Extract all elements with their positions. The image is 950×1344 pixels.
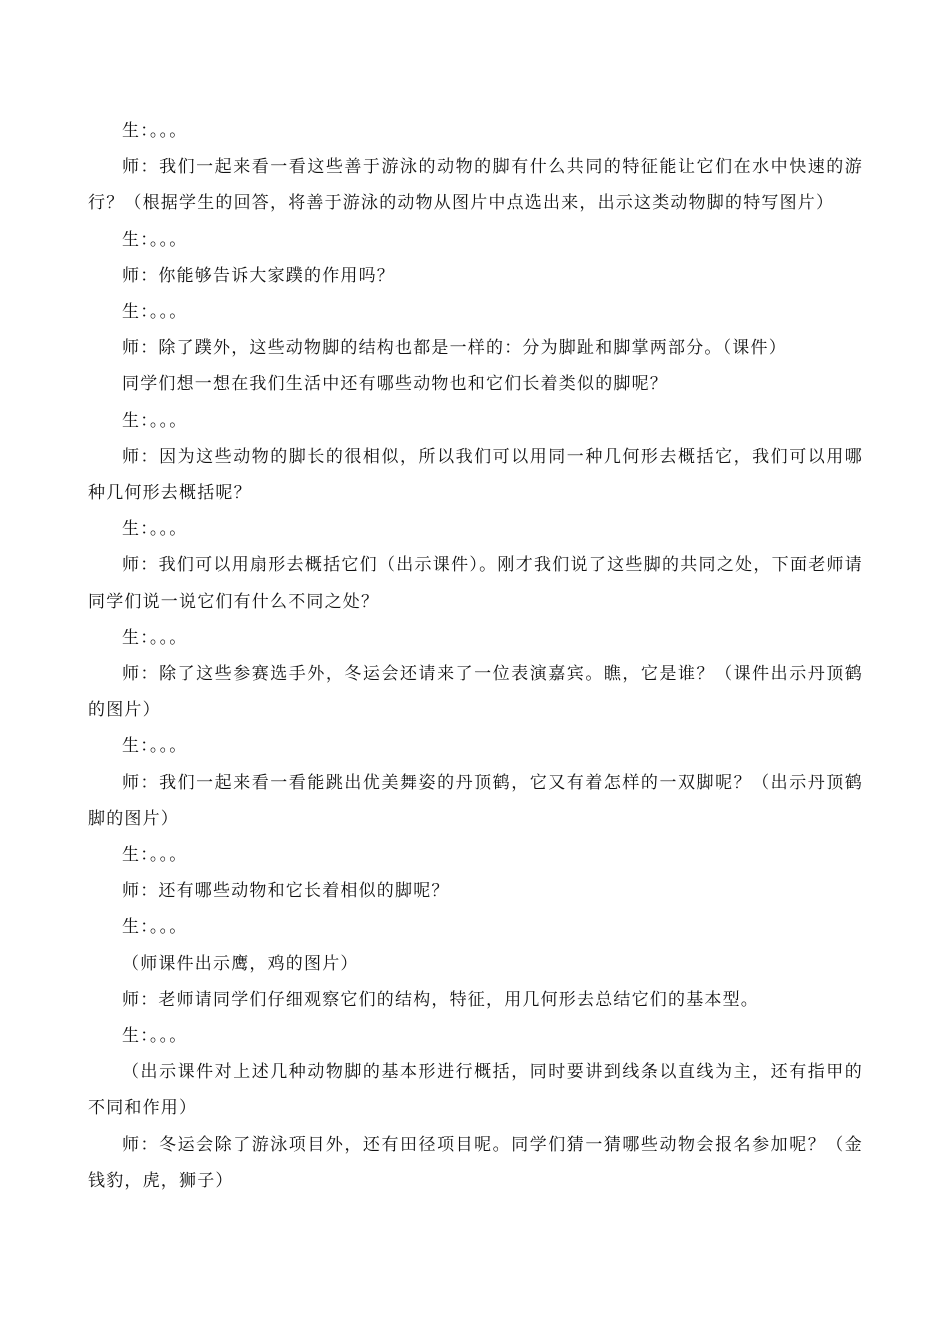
paragraph: （师课件出示鹰，鸡的图片） [122,953,359,974]
paragraph: 生：。。。 [122,229,188,250]
paragraph: 师：我们一起来看一看这些善于游泳的动物的脚有什么共同的特征能让它们在水中快速的游行？（根据学生的回答，将善于游泳的动物从图片中点选出来，出示这类动物脚的特写图片） [88,157,863,214]
paragraph: 生：。。。 [122,519,188,540]
paragraph: 师：因为这些动物的脚长的很相似，所以我们可以用同一种几何形去概括它，我们可以用哪种几何形去概括呢？ [88,446,863,504]
paragraph: 生：。。。 [122,121,188,141]
paragraph: 师：除了蹼外，这些动物脚的结构也都是一样的：分为脚趾和脚掌两部分。（课件） [122,338,787,359]
paragraph: （出示课件对上述几种动物脚的基本形进行概括，同时要讲到线条以直线为主，还有指甲的不同和作用） [88,1062,863,1119]
paragraph: 师：我们可以用扇形去概括它们（出示课件）。刚才我们说了这些脚的共同之处，下面老师请同学们说一说它们有什么不同之处？ [88,555,863,612]
paragraph: 师：老师请同学们仔细观察它们的结构，特征，用几何形去总结它们的基本型。 [122,989,759,1010]
document-body [88,113,863,1199]
paragraph: 生：。。。 [122,410,188,431]
paragraph: 生：。。。 [122,627,188,648]
paragraph: 师：你能够告诉大家蹼的作用吗？ [122,265,395,286]
paragraph: 师：冬运会除了游泳项目外，还有田径项目呢。同学们猜一猜哪些动物会报名参加呢？（金钱豹，虎，狮子） [88,1134,863,1191]
paragraph: 师：除了这些参赛选手外，冬运会还请来了一位表演嘉宾。瞧，它是谁？（课件出示丹顶鹤的图片） [88,664,863,721]
paragraph: 同学们想一想在我们生活中还有哪些动物也和它们长着类似的脚呢？ [122,374,668,395]
paragraph: 师：还有哪些动物和它长着相似的脚呢？ [122,881,450,902]
paragraph: 师：我们一起来看一看能跳出优美舞姿的丹顶鹤，它又有着怎样的一双脚呢？（出示丹顶鹤脚的图片） [88,772,863,829]
paragraph: 生：。。。 [122,845,188,866]
paragraph: 生：。。。 [122,302,188,323]
paragraph: 生：。。。 [122,917,188,938]
paragraph: 生：。。。 [122,736,188,757]
paragraph: 生：。。。 [122,1026,188,1047]
